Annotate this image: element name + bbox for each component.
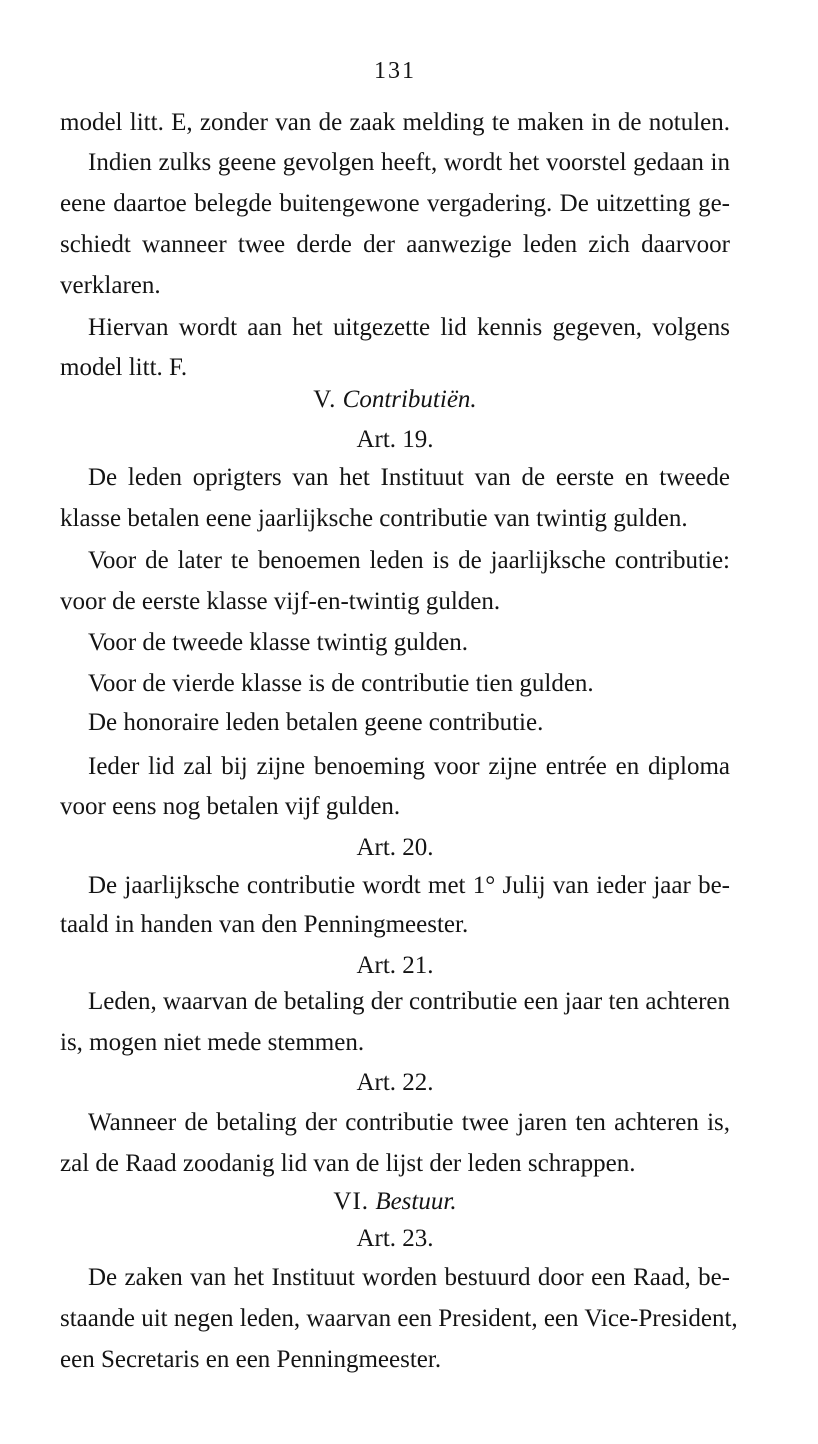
text-line: zal de Raad zoodanig lid van de lijst der leden schrappen. — [60, 1150, 636, 1177]
text-line: voor de eerste klasse vijf-en-twintig gulden. — [60, 588, 501, 615]
section-number: VI. — [333, 1188, 370, 1215]
text-line: voor eens nog betalen vijf gulden. — [60, 793, 401, 820]
text-line: model litt. F. — [60, 354, 188, 381]
text-line: Ieder lid zal bij zijne benoeming voor zijne entrée en diploma — [88, 753, 730, 780]
section-title: Contributiën. — [342, 386, 477, 413]
text-line: is, mogen niet mede stemmen. — [60, 1029, 365, 1056]
article-heading: Art. 20. — [356, 834, 434, 861]
page-number: 131 — [374, 58, 416, 84]
text-line: taald in handen van den Penningmeester. — [60, 911, 469, 938]
text-line: een Secretaris en een Penningmeester. — [60, 1346, 442, 1373]
section-heading-vi — [60, 1187, 730, 1217]
article-heading: Art. 19. — [356, 426, 434, 453]
section-number: V. — [313, 386, 337, 413]
text-line: Wanneer de betaling der contributie twee jaren ten achteren is, — [88, 1109, 730, 1136]
text-line: staande uit negen leden, waarvan een President, een Vice-President, — [60, 1305, 738, 1332]
text-line: De honoraire leden betalen geene contributie. — [88, 709, 544, 736]
article-heading: Art. 23. — [356, 1225, 434, 1252]
text-line: eene daartoe belegde buitengewone vergadering. De uitzetting ge- — [60, 190, 730, 217]
text-line: Voor de tweede klasse twintig gulden. — [88, 629, 469, 656]
text-line: Hiervan wordt aan het uitgezette lid kennis gegeven, volgens — [88, 314, 730, 341]
text-line: Voor de vierde klasse is de contributie tien gulden. — [88, 670, 594, 697]
text-line: schiedt wanneer twee derde der aanwezige leden zich daarvoor — [60, 231, 730, 258]
text-line: De leden oprigters van het Instituut van de eerste en tweede — [88, 464, 730, 491]
section-title: Bestuur. — [375, 1188, 457, 1215]
text-line: Voor de later te benoemen leden is de jaarlijksche contributie: — [88, 547, 730, 574]
text-line: verklaren. — [60, 272, 161, 299]
text-line: De jaarlijksche contributie wordt met 1° Julij van ieder jaar be- — [88, 872, 730, 899]
text-line: Leden, waarvan de betaling der contributie een jaar ten achteren — [88, 988, 730, 1015]
text-line: model litt. E, zonder van de zaak melding te maken in de notulen. — [60, 109, 730, 136]
document-page — [60, 0, 738, 1444]
text-line: Indien zulks geene gevolgen heeft, wordt het voorstel gedaan in — [88, 149, 730, 176]
article-heading: Art. 22. — [356, 1069, 434, 1096]
text-line: klasse betalen eene jaarlijksche contributie van twintig gulden. — [60, 505, 688, 532]
section-heading-v — [60, 385, 730, 415]
text-line: De zaken van het Instituut worden bestuurd door een Raad, be- — [88, 1264, 730, 1291]
article-heading: Art. 21. — [356, 952, 434, 979]
